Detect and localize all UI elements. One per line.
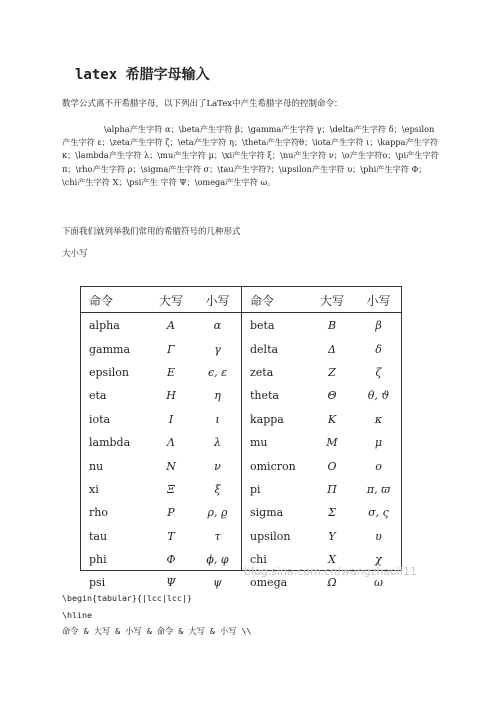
code-line: 命令 & 大写 & 小写 & 命令 & 大写 & 小写 \\: [62, 626, 252, 636]
table-cell: ξ: [214, 482, 221, 496]
table-cell: π, ϖ: [366, 482, 391, 496]
intro-paragraph: 数学公式离不开希腊字母，以下列出了LaTex中产生希腊字母的控制命令：: [62, 99, 343, 109]
table-cell: Υ: [328, 529, 336, 543]
table-cell: mu: [250, 436, 268, 450]
table-cell: λ: [214, 436, 221, 450]
table-cell: Ψ: [166, 576, 176, 590]
table-cell: υ: [375, 529, 382, 543]
table-header-cell: 小写: [366, 293, 391, 308]
greek-letter-table: [80, 286, 402, 595]
table-cell: Ξ: [167, 482, 175, 496]
table-cell: iota: [89, 412, 111, 426]
table-cell: κ: [374, 412, 383, 426]
table-cell: ρ, ϱ: [207, 506, 228, 520]
table-cell: psi: [89, 576, 106, 590]
table-cell: ν: [214, 459, 221, 473]
table-cell: omega: [250, 576, 288, 590]
table-cell: ο: [375, 459, 382, 473]
table-cell: θ, ϑ: [367, 389, 390, 403]
table-cell: Δ: [328, 342, 336, 356]
table-header-cell: 命令: [89, 293, 114, 308]
table-cell: epsilon: [89, 365, 129, 379]
table-cell: μ: [374, 436, 383, 450]
table-cell: N: [166, 459, 176, 473]
case-label: 大小写: [62, 249, 88, 259]
table-cell: alpha: [89, 319, 120, 333]
table-cell: ϵ, ε: [207, 365, 228, 379]
table-cell: T: [167, 529, 175, 543]
table-row: [80, 454, 402, 477]
table-cell: beta: [250, 319, 275, 333]
table-cell: X: [328, 553, 336, 567]
table-cell: E: [166, 365, 176, 379]
table-cell: M: [326, 436, 338, 450]
table-row: [80, 525, 402, 548]
table-cell: pi: [250, 482, 261, 496]
table-cell: α: [213, 319, 222, 333]
table-cell: τ: [214, 529, 221, 543]
table-cell: delta: [250, 342, 279, 356]
code-line: \begin{tabular}{|lcc|lcc|}: [62, 593, 192, 603]
table-cell: theta: [250, 389, 279, 403]
watermark: blog.sina.com.cn/wangzhaoli11: [244, 565, 417, 578]
table-row: [80, 337, 402, 360]
table-row: [80, 501, 402, 524]
code-line: \hline: [62, 610, 92, 620]
table-cell: sigma: [250, 506, 284, 520]
table-cell: H: [166, 389, 176, 403]
table-header-cell: 小写: [205, 293, 230, 308]
table-cell: Γ: [167, 342, 175, 356]
table-cell: gamma: [89, 342, 131, 356]
table-cell: Ω: [327, 576, 337, 590]
table-cell: ω: [374, 576, 383, 590]
table-cell: nu: [89, 459, 104, 473]
table-cell: tau: [89, 529, 108, 543]
table-cell: upsilon: [250, 529, 291, 543]
page-title: latex 希腊字母输入: [75, 67, 210, 83]
table-cell: xi: [89, 482, 99, 496]
table-cell: Θ: [327, 389, 337, 403]
table-cell: lambda: [89, 436, 131, 450]
table-row: [80, 384, 402, 407]
table-cell: ζ: [375, 365, 382, 379]
table-cell: rho: [89, 506, 108, 520]
table-header-cell: 大写: [319, 293, 344, 308]
table-cell: I: [168, 412, 174, 426]
table-cell: β: [375, 319, 382, 333]
table-header-cell: 大写: [158, 293, 183, 308]
commands-paragraph: \alpha产生字符 α；\beta产生字符 β；\gamma产生字符 γ；\delta产生字符 δ；\epsilon产生字符 ε；\zeta产生字符 ζ；\eta产生字符 η；\theta产生字符θ；\iota产生字符 ι；\kappa产生字符 κ；\lambda产生字符 λ；\mu产生字符 μ；\xi产生字符 ξ；\nu产生字符 ν；\o产生字符o；\pi产生字符 π；\rho产生字符 ρ；\sigma产生字符 σ；\tau产生字符?；\upsilon产生字符 υ；\phi产生字符 Φ；\chi产生字符 X；\psi产生 字符 Ψ；\omega产生字符 ω。: [62, 124, 439, 187]
table-cell: χ: [375, 553, 382, 567]
table-cell: phi: [89, 553, 107, 567]
table-cell: δ: [375, 342, 382, 356]
table-cell: Z: [328, 365, 336, 379]
table-row: [80, 314, 402, 337]
table-cell: Π: [327, 482, 337, 496]
table-row: [80, 478, 402, 501]
table-cell: O: [327, 459, 337, 473]
table-cell: ι: [215, 412, 220, 426]
table-row: [80, 408, 402, 431]
table-header-cell: 命令: [250, 293, 275, 308]
table-cell: chi: [250, 553, 267, 567]
table-cell: η: [214, 389, 221, 403]
table-cell: Σ: [328, 506, 336, 520]
table-cell: B: [327, 319, 337, 333]
table-cell: σ, ς: [368, 506, 389, 520]
lead-paragraph: 下面我们就列举我们常用的希腊符号的几种形式: [62, 227, 241, 237]
table-header-row: [80, 286, 402, 314]
table-cell: A: [167, 319, 175, 333]
table-cell: Φ: [166, 553, 176, 567]
table-cell: eta: [89, 389, 107, 403]
table-cell: omicron: [250, 459, 296, 473]
table-cell: γ: [214, 342, 221, 356]
table-cell: P: [167, 506, 175, 520]
table-cell: ϕ, φ: [206, 553, 229, 567]
table-cell: Λ: [167, 436, 175, 450]
table-cell: zeta: [250, 365, 274, 379]
table-cell: kappa: [250, 412, 284, 426]
table-cell: ψ: [213, 576, 222, 590]
table-row: [80, 431, 402, 454]
table-row: [80, 361, 402, 384]
table-cell: K: [327, 412, 337, 426]
